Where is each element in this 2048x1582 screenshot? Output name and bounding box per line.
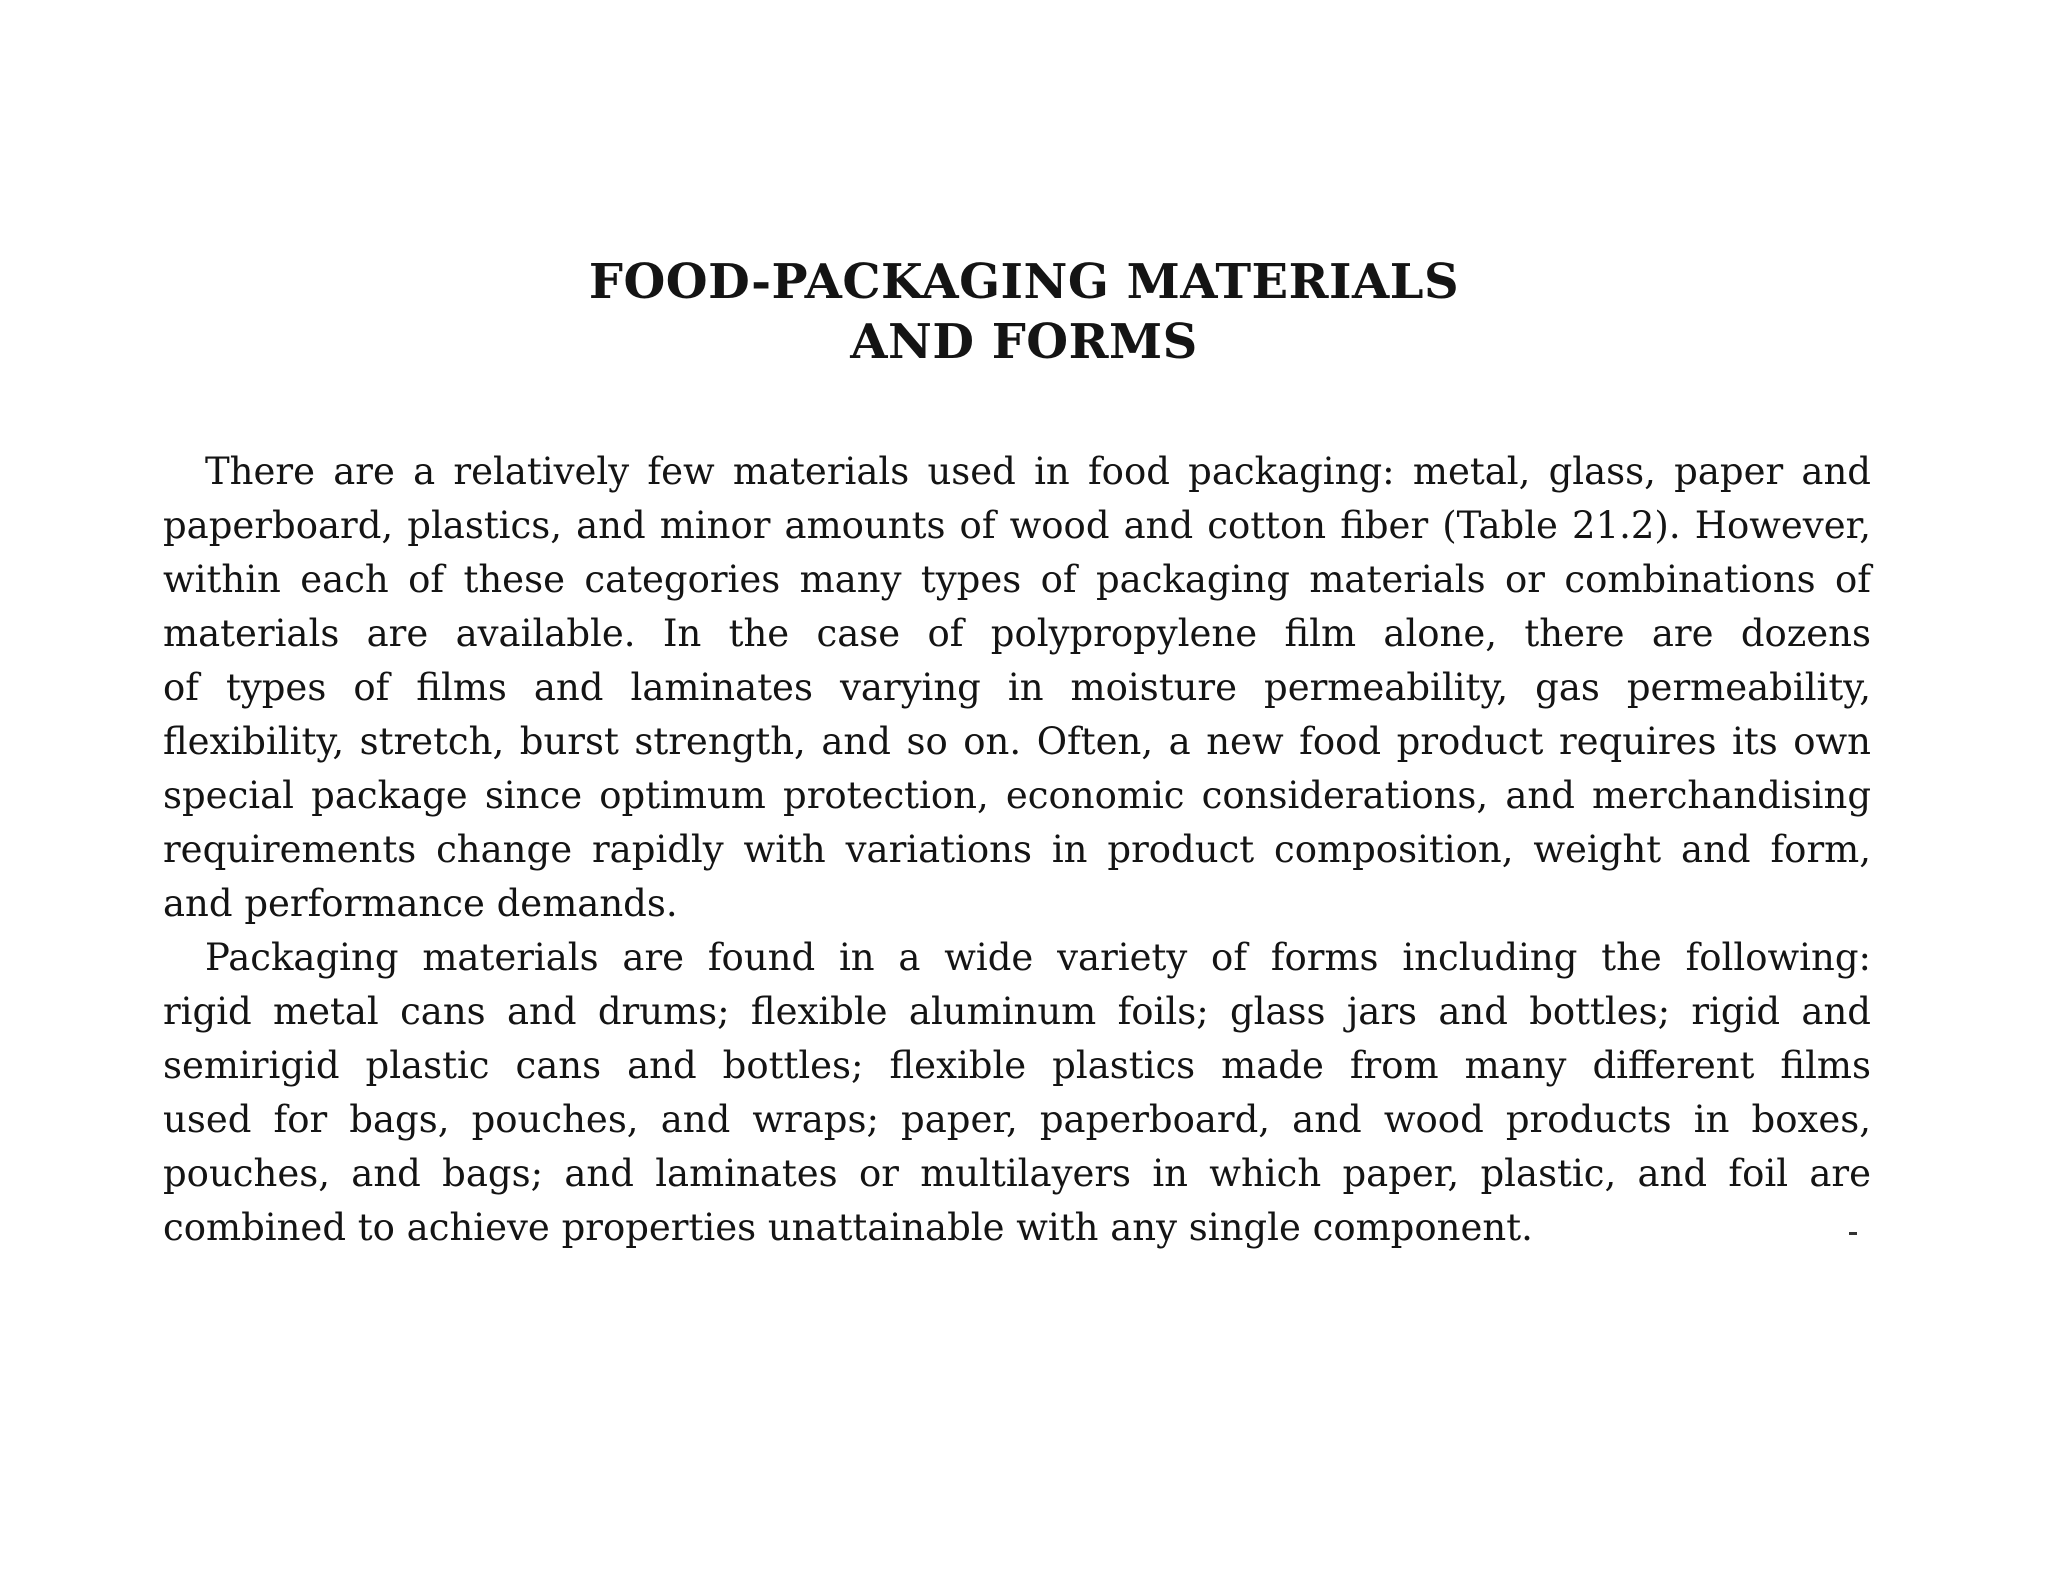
body-text — [163, 445, 1871, 1255]
paragraph-line: Packaging materials are found in a wide variety of forms including the following: — [205, 936, 1871, 979]
paragraph-line: within each of these categories many types of packaging materials or combinations of — [163, 558, 1871, 601]
paragraph-line: paperboard, plastics, and minor amounts of wood and cotton fiber (Table 21.2). However, — [163, 504, 1871, 547]
paragraph-line: requirements change rapidly with variations in product composition, weight and form, — [163, 828, 1871, 871]
paragraph-line: rigid metal cans and drums; flexible aluminum foils; glass jars and bottles; rigid and — [163, 990, 1871, 1033]
paragraph-2 — [163, 931, 1871, 1255]
paragraph-line: used for bags, pouches, and wraps; paper, paperboard, and wood products in boxes, — [163, 1098, 1871, 1141]
paragraph-line: combined to achieve properties unattainable with any single component. — [163, 1206, 1533, 1249]
paragraph-line: special package since optimum protection, economic considerations, and merchandising — [163, 774, 1871, 817]
paragraph-line: There are a relatively few materials used in food packaging: metal, glass, paper and — [205, 450, 1871, 493]
paragraph-line: pouches, and bags; and laminates or multilayers in which paper, plastic, and foil are — [163, 1152, 1871, 1195]
paragraph-line: flexibility, stretch, burst strength, and so on. Often, a new food product requires its own — [163, 720, 1871, 763]
paragraph-line: materials are available. In the case of polypropylene film alone, there are dozens — [163, 612, 1871, 655]
paragraph-line: of types of films and laminates varying in moisture permeability, gas permeability, — [163, 666, 1871, 709]
paragraph-line: and performance demands. — [163, 882, 678, 925]
section-heading — [0, 252, 2048, 372]
paragraph-1 — [163, 445, 1871, 931]
paragraph-line: semirigid plastic cans and bottles; flexible plastics made from many different films — [163, 1044, 1871, 1087]
scan-speck — [1849, 1232, 1857, 1235]
heading-line-1: FOOD-PACKAGING MATERIALS — [588, 254, 1460, 310]
heading-line-2: AND FORMS — [850, 314, 1198, 370]
